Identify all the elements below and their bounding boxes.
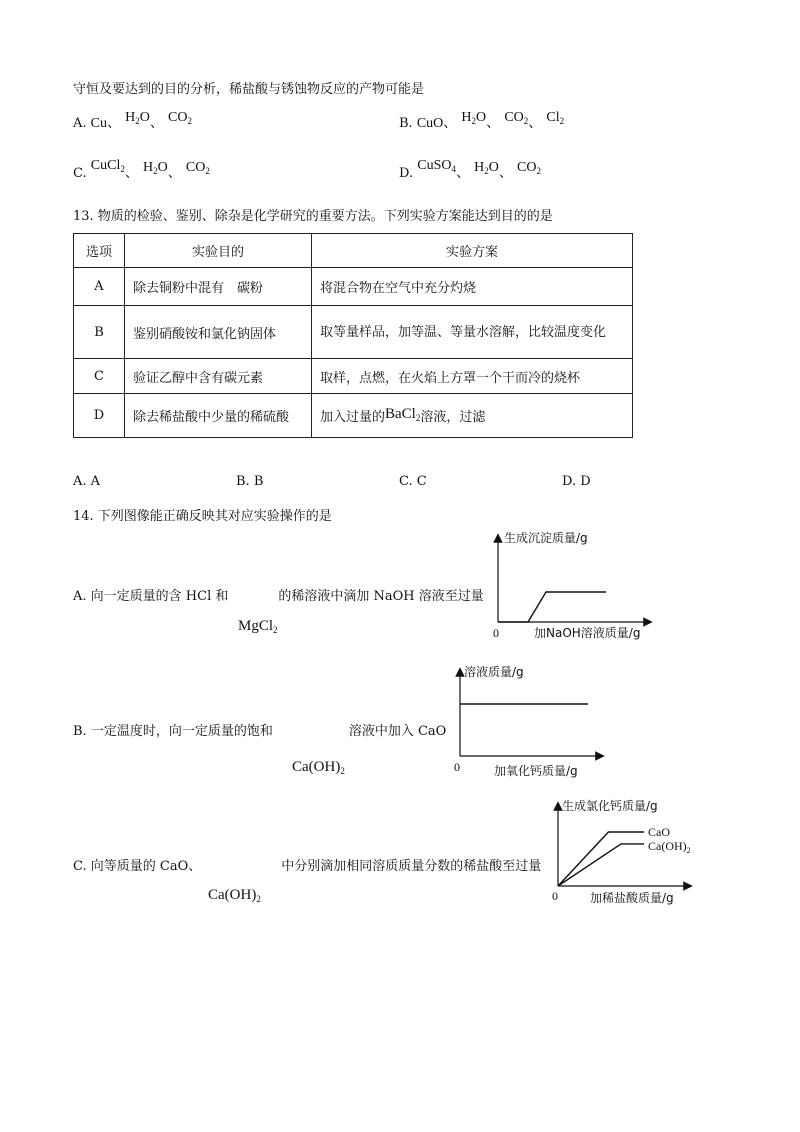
legend-caoh2: [648, 839, 691, 855]
intro-line: 守恒及要达到的目的分析，稀盐酸与锈蚀物反应的产物可能是: [73, 82, 425, 97]
table-header-row: [74, 234, 633, 268]
option-text: A. 向一定质量的含 HCl 和: [73, 589, 229, 604]
formula: H: [461, 110, 472, 125]
table-cell-goal: 除去稀盐酸中少量的稀硫酸: [125, 394, 312, 438]
separator: 、: [167, 166, 182, 181]
option-lead: CuO、: [416, 116, 458, 131]
option-label: C.: [73, 166, 87, 181]
table-cell-goal: 鉴别硝酸铵和氯化钠固体: [125, 306, 312, 359]
formula-sub: 2: [273, 625, 278, 635]
formula: Ca(OH): [292, 759, 341, 775]
separator: 、: [149, 116, 164, 131]
option-text: B. 一定温度时，向一定质量的饱和: [73, 724, 273, 739]
table-cell-opt: D: [74, 394, 125, 438]
formula-sub: 2: [484, 166, 489, 176]
formula: MgCl: [238, 618, 274, 634]
q14-option-b-text[interactable]: [73, 720, 446, 739]
q13-answer-b[interactable]: B. B: [236, 474, 264, 489]
formula: O: [157, 160, 168, 175]
table-cell-plan: 将混合物在空气中充分灼烧: [312, 268, 633, 306]
formula-sub: 2: [559, 116, 565, 126]
separator: 、: [124, 166, 139, 181]
table-header: 实验目的: [125, 234, 312, 268]
y-axis-label: 溶液质量/g: [464, 665, 524, 679]
table-cell-goal: 验证乙醇中含有碳元素: [125, 359, 312, 394]
option-lead: Cu、: [90, 116, 122, 131]
chart-b: [450, 660, 610, 780]
x-axis-label: 加稀盐酸质量/g: [590, 891, 674, 905]
option-label: B.: [399, 116, 413, 131]
chart-c: [550, 796, 710, 908]
origin-label: 0: [493, 626, 499, 640]
q12-option-c[interactable]: [73, 158, 210, 182]
option-label: D.: [399, 166, 414, 181]
table-header: 实验方案: [312, 234, 633, 268]
table-row: [74, 306, 633, 359]
q13-answer-c[interactable]: C. C: [399, 474, 427, 489]
legend-cao: CaO: [648, 825, 670, 839]
formula-sub: 2: [536, 166, 541, 176]
formula-sub: 2: [523, 116, 529, 126]
formula-sub: 2: [153, 166, 158, 176]
formula: CO: [517, 160, 537, 175]
origin-label: 0: [454, 760, 460, 774]
separator: 、: [486, 116, 501, 131]
formula-sub: 2: [340, 766, 345, 776]
x-axis-label: 加NaOH溶液质量/g: [534, 626, 641, 640]
formula-sub: 2: [187, 116, 192, 126]
table-cell-plan: [312, 394, 633, 438]
formula: CuSO: [417, 158, 452, 173]
separator: 、: [528, 116, 543, 131]
table-row: [74, 268, 633, 306]
formula: H: [142, 160, 154, 175]
formula: Ca(OH): [208, 887, 257, 903]
series-line: [498, 592, 606, 622]
option-text: 中分别滴加相同溶质质量分数的稀盐酸至过量: [281, 859, 542, 874]
q14-stem: 14. 下列图像能正确反映其对应实验操作的是: [73, 509, 332, 524]
formula: CuCl: [90, 158, 121, 173]
legend-caoh2-sub: 2: [686, 846, 691, 855]
option-text: 的稀溶液中滴加 NaOH 溶液至过量: [278, 589, 484, 604]
q13-answer-a[interactable]: A. A: [73, 474, 101, 489]
legend-caoh2-name: Ca(OH): [648, 839, 687, 853]
separator: 、: [455, 166, 470, 181]
q12-option-b[interactable]: [399, 112, 564, 132]
formula-sub: 2: [120, 164, 125, 174]
separator: 、: [498, 166, 513, 181]
y-axis-label: 生成沉淀质量/g: [504, 531, 588, 545]
formula: CO: [168, 110, 188, 125]
formula: CO: [504, 110, 524, 125]
table-row: [74, 394, 633, 438]
table-cell-plan: 取样，点燃，在火焰上方罩一个干而冷的烧杯: [312, 359, 633, 394]
origin-label: 0: [552, 889, 558, 903]
series-line-caoh2: [558, 844, 644, 886]
formula-sub: 2: [415, 412, 421, 423]
x-axis-label: 加氧化钙质量/g: [494, 764, 578, 778]
table-cell-goal: 除去铜粉中混有 碳粉: [125, 268, 312, 306]
formula-sub: 2: [135, 116, 140, 126]
table-cell-opt: C: [74, 359, 125, 394]
formula: H: [125, 110, 136, 125]
formula: Cl: [546, 110, 560, 125]
table-cell-plan: 取等量样品，加等温、等量水溶解，比较温度变化: [312, 306, 633, 359]
table-row: [74, 359, 633, 394]
table-cell-opt: A: [74, 268, 125, 306]
formula: H: [474, 160, 485, 175]
q14-option-a-text[interactable]: [73, 585, 484, 604]
formula: CO: [185, 160, 206, 175]
table-cell-opt: B: [74, 306, 125, 359]
q12-option-d[interactable]: [399, 158, 541, 182]
q12-option-a[interactable]: [73, 112, 192, 132]
table-header: 选项: [74, 234, 125, 268]
option-text: 溶液中加入 CaO: [348, 724, 447, 739]
formula-sub: 2: [471, 116, 477, 126]
experiment-table: [73, 233, 633, 438]
q14-option-b-formula: [292, 759, 345, 776]
option-label: A.: [73, 116, 87, 131]
formula: O: [476, 110, 487, 125]
q14-option-c-text[interactable]: [73, 855, 541, 874]
formula-sub: 4: [451, 164, 456, 174]
option-text: C. 向等质量的 CaO、: [73, 859, 202, 874]
chart-a: [488, 526, 658, 646]
formula-sub: 2: [205, 166, 210, 176]
formula-sub: 2: [256, 894, 261, 904]
y-axis-label: 生成氯化钙质量/g: [562, 799, 658, 813]
plan-text: 加入过量的: [320, 409, 386, 425]
formula: O: [488, 160, 499, 175]
q13-stem: 13. 物质的检验、鉴别、除杂是化学研究的重要方法。下列实验方案能达到目的的是: [73, 209, 553, 224]
plan-text: 溶液，过滤: [420, 409, 486, 425]
q13-answer-d[interactable]: D. D: [562, 474, 591, 489]
q14-option-c-formula: [208, 887, 261, 904]
q14-option-a-formula: [238, 618, 278, 635]
formula: BaCl: [385, 405, 416, 422]
formula: O: [139, 110, 150, 125]
